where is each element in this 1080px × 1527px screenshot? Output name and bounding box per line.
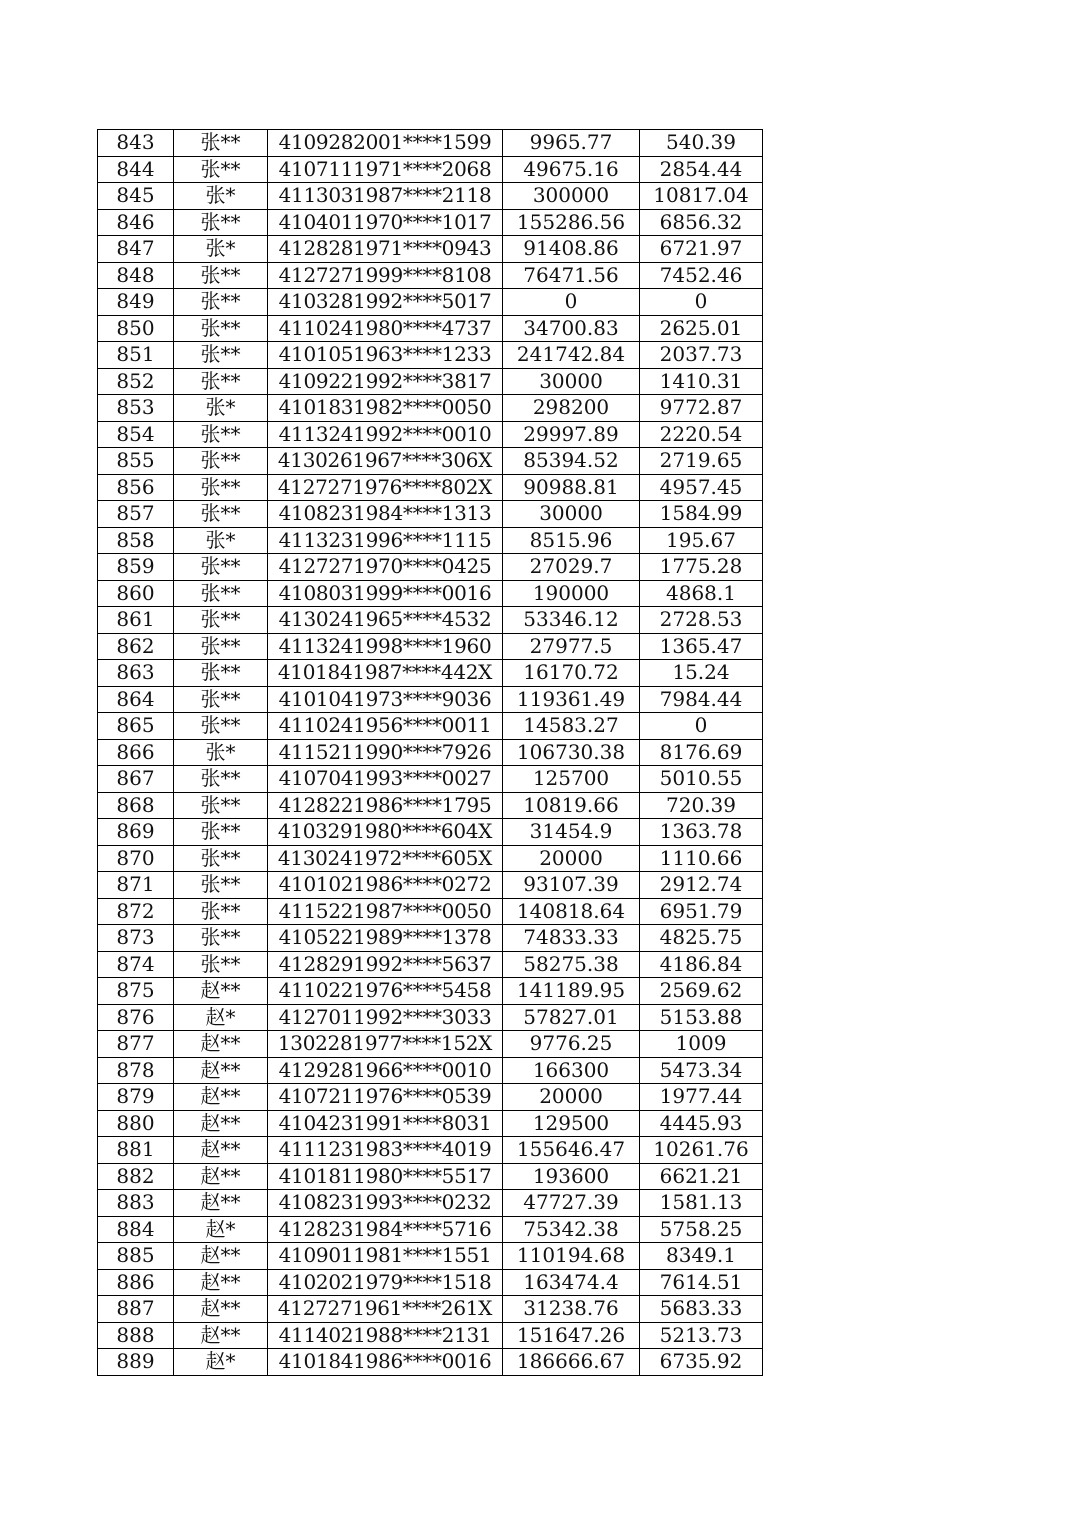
id-number-cell: 4104231991****8031 <box>268 1110 503 1137</box>
row-number-cell: 879 <box>98 1084 174 1111</box>
table-row <box>98 368 763 395</box>
table-row <box>98 819 763 846</box>
value-cell: 8349.1 <box>640 1243 763 1270</box>
table-row <box>98 951 763 978</box>
table-row <box>98 1137 763 1164</box>
name-cell: 张** <box>174 156 268 183</box>
table-row <box>98 580 763 607</box>
id-number-cell: 4107111971****2068 <box>268 156 503 183</box>
table-row <box>98 978 763 1005</box>
value-cell: 15.24 <box>640 660 763 687</box>
row-number-cell: 860 <box>98 580 174 607</box>
id-number-cell: 4101021986****0272 <box>268 872 503 899</box>
table-row <box>98 1031 763 1058</box>
table-row <box>98 1190 763 1217</box>
value-cell: 1365.47 <box>640 633 763 660</box>
amount-cell: 300000 <box>503 183 640 210</box>
value-cell: 4186.84 <box>640 951 763 978</box>
value-cell: 10261.76 <box>640 1137 763 1164</box>
value-cell: 1110.66 <box>640 845 763 872</box>
table-row <box>98 236 763 263</box>
id-number-cell: 4127271999****8108 <box>268 262 503 289</box>
id-number-cell: 4127271961****261X <box>268 1296 503 1323</box>
amount-cell: 90988.81 <box>503 474 640 501</box>
table-row <box>98 1216 763 1243</box>
amount-cell: 31238.76 <box>503 1296 640 1323</box>
row-number-cell: 876 <box>98 1004 174 1031</box>
id-number-cell: 4128231984****5716 <box>268 1216 503 1243</box>
value-cell: 7614.51 <box>640 1269 763 1296</box>
row-number-cell: 859 <box>98 554 174 581</box>
name-cell: 赵** <box>174 1322 268 1349</box>
table-row <box>98 395 763 422</box>
id-number-cell: 4128221986****1795 <box>268 792 503 819</box>
id-number-cell: 4101051963****1233 <box>268 342 503 369</box>
value-cell: 1009 <box>640 1031 763 1058</box>
table-row <box>98 766 763 793</box>
value-cell: 5473.34 <box>640 1057 763 1084</box>
id-number-cell: 4128291992****5637 <box>268 951 503 978</box>
id-number-cell: 4103291980****604X <box>268 819 503 846</box>
value-cell: 10817.04 <box>640 183 763 210</box>
row-number-cell: 843 <box>98 130 174 157</box>
name-cell: 张* <box>174 236 268 263</box>
table-row <box>98 1322 763 1349</box>
name-cell: 赵* <box>174 1349 268 1376</box>
amount-cell: 49675.16 <box>503 156 640 183</box>
amount-cell: 93107.39 <box>503 872 640 899</box>
value-cell: 7452.46 <box>640 262 763 289</box>
name-cell: 张** <box>174 872 268 899</box>
table-row <box>98 130 763 157</box>
amount-cell: 47727.39 <box>503 1190 640 1217</box>
id-number-cell: 4103281992****5017 <box>268 289 503 316</box>
value-cell: 2569.62 <box>640 978 763 1005</box>
table-row <box>98 554 763 581</box>
row-number-cell: 845 <box>98 183 174 210</box>
row-number-cell: 887 <box>98 1296 174 1323</box>
value-cell: 6721.97 <box>640 236 763 263</box>
value-cell: 5683.33 <box>640 1296 763 1323</box>
id-number-cell: 4111231983****4019 <box>268 1137 503 1164</box>
value-cell: 720.39 <box>640 792 763 819</box>
id-number-cell: 4109221992****3817 <box>268 368 503 395</box>
row-number-cell: 888 <box>98 1322 174 1349</box>
name-cell: 张** <box>174 951 268 978</box>
name-cell: 张** <box>174 686 268 713</box>
amount-cell: 27977.5 <box>503 633 640 660</box>
table-row <box>98 792 763 819</box>
name-cell: 张** <box>174 607 268 634</box>
row-number-cell: 861 <box>98 607 174 634</box>
row-number-cell: 844 <box>98 156 174 183</box>
id-number-cell: 4127271976****802X <box>268 474 503 501</box>
name-cell: 赵** <box>174 1057 268 1084</box>
table-row <box>98 1269 763 1296</box>
name-cell: 张** <box>174 342 268 369</box>
value-cell: 4445.93 <box>640 1110 763 1137</box>
id-number-cell: 4102021979****1518 <box>268 1269 503 1296</box>
name-cell: 张* <box>174 395 268 422</box>
row-number-cell: 854 <box>98 421 174 448</box>
table-row <box>98 713 763 740</box>
amount-cell: 57827.01 <box>503 1004 640 1031</box>
id-number-cell: 4108031999****0016 <box>268 580 503 607</box>
table-row <box>98 1296 763 1323</box>
id-number-cell: 4130241972****605X <box>268 845 503 872</box>
amount-cell: 241742.84 <box>503 342 640 369</box>
row-number-cell: 847 <box>98 236 174 263</box>
amount-cell: 16170.72 <box>503 660 640 687</box>
id-number-cell: 4107041993****0027 <box>268 766 503 793</box>
id-number-cell: 4113241998****1960 <box>268 633 503 660</box>
amount-cell: 155286.56 <box>503 209 640 236</box>
value-cell: 8176.69 <box>640 739 763 766</box>
amount-cell: 193600 <box>503 1163 640 1190</box>
name-cell: 张* <box>174 527 268 554</box>
id-number-cell: 4110241980****4737 <box>268 315 503 342</box>
table-row <box>98 474 763 501</box>
table-row <box>98 183 763 210</box>
name-cell: 张** <box>174 554 268 581</box>
name-cell: 张** <box>174 766 268 793</box>
amount-cell: 119361.49 <box>503 686 640 713</box>
row-number-cell: 880 <box>98 1110 174 1137</box>
name-cell: 赵** <box>174 1243 268 1270</box>
id-number-cell: 4110241956****0011 <box>268 713 503 740</box>
row-number-cell: 871 <box>98 872 174 899</box>
value-cell: 5758.25 <box>640 1216 763 1243</box>
row-number-cell: 883 <box>98 1190 174 1217</box>
amount-cell: 53346.12 <box>503 607 640 634</box>
row-number-cell: 857 <box>98 501 174 528</box>
row-number-cell: 884 <box>98 1216 174 1243</box>
row-number-cell: 875 <box>98 978 174 1005</box>
value-cell: 9772.87 <box>640 395 763 422</box>
amount-cell: 31454.9 <box>503 819 640 846</box>
table-row <box>98 209 763 236</box>
row-number-cell: 849 <box>98 289 174 316</box>
name-cell: 张** <box>174 633 268 660</box>
table-row <box>98 1349 763 1376</box>
name-cell: 赵** <box>174 1137 268 1164</box>
row-number-cell: 863 <box>98 660 174 687</box>
id-number-cell: 4130261967****306X <box>268 448 503 475</box>
amount-cell: 151647.26 <box>503 1322 640 1349</box>
amount-cell: 140818.64 <box>503 898 640 925</box>
table-row <box>98 527 763 554</box>
value-cell: 4825.75 <box>640 925 763 952</box>
name-cell: 张** <box>174 792 268 819</box>
amount-cell: 298200 <box>503 395 640 422</box>
amount-cell: 58275.38 <box>503 951 640 978</box>
id-number-cell: 4129281966****0010 <box>268 1057 503 1084</box>
table-row <box>98 315 763 342</box>
amount-cell: 20000 <box>503 1084 640 1111</box>
name-cell: 张** <box>174 209 268 236</box>
value-cell: 540.39 <box>640 130 763 157</box>
name-cell: 张* <box>174 739 268 766</box>
name-cell: 张** <box>174 315 268 342</box>
table-row <box>98 1004 763 1031</box>
table-row <box>98 156 763 183</box>
id-number-cell: 4130241965****4532 <box>268 607 503 634</box>
row-number-cell: 850 <box>98 315 174 342</box>
value-cell: 2625.01 <box>640 315 763 342</box>
name-cell: 张** <box>174 819 268 846</box>
value-cell: 1410.31 <box>640 368 763 395</box>
name-cell: 张** <box>174 845 268 872</box>
table-row <box>98 262 763 289</box>
id-number-cell: 4113231996****1115 <box>268 527 503 554</box>
row-number-cell: 870 <box>98 845 174 872</box>
amount-cell: 8515.96 <box>503 527 640 554</box>
id-number-cell: 4107211976****0539 <box>268 1084 503 1111</box>
name-cell: 赵* <box>174 1004 268 1031</box>
name-cell: 张* <box>174 183 268 210</box>
value-cell: 6621.21 <box>640 1163 763 1190</box>
table-row <box>98 421 763 448</box>
row-number-cell: 872 <box>98 898 174 925</box>
table-row <box>98 925 763 952</box>
row-number-cell: 856 <box>98 474 174 501</box>
amount-cell: 110194.68 <box>503 1243 640 1270</box>
id-number-cell: 4101841987****442X <box>268 660 503 687</box>
table-row <box>98 1243 763 1270</box>
name-cell: 赵** <box>174 1296 268 1323</box>
row-number-cell: 848 <box>98 262 174 289</box>
name-cell: 赵* <box>174 1216 268 1243</box>
row-number-cell: 864 <box>98 686 174 713</box>
id-number-cell: 4101041973****9036 <box>268 686 503 713</box>
table-row <box>98 845 763 872</box>
name-cell: 张** <box>174 262 268 289</box>
value-cell: 1584.99 <box>640 501 763 528</box>
row-number-cell: 874 <box>98 951 174 978</box>
table-row <box>98 1084 763 1111</box>
amount-cell: 29997.89 <box>503 421 640 448</box>
value-cell: 1363.78 <box>640 819 763 846</box>
id-number-cell: 4109011981****1551 <box>268 1243 503 1270</box>
row-number-cell: 877 <box>98 1031 174 1058</box>
table-row <box>98 1163 763 1190</box>
id-number-cell: 4105221989****1378 <box>268 925 503 952</box>
amount-cell: 91408.86 <box>503 236 640 263</box>
id-number-cell: 4113031987****2118 <box>268 183 503 210</box>
row-number-cell: 867 <box>98 766 174 793</box>
id-number-cell: 4108231984****1313 <box>268 501 503 528</box>
amount-cell: 30000 <box>503 501 640 528</box>
amount-cell: 10819.66 <box>503 792 640 819</box>
table-row <box>98 448 763 475</box>
row-number-cell: 881 <box>98 1137 174 1164</box>
table-row <box>98 501 763 528</box>
value-cell: 0 <box>640 289 763 316</box>
value-cell: 6735.92 <box>640 1349 763 1376</box>
table-row <box>98 342 763 369</box>
amount-cell: 34700.83 <box>503 315 640 342</box>
value-cell: 2912.74 <box>640 872 763 899</box>
row-number-cell: 878 <box>98 1057 174 1084</box>
name-cell: 赵** <box>174 1110 268 1137</box>
table-row <box>98 660 763 687</box>
data-table <box>97 129 763 1376</box>
name-cell: 张** <box>174 289 268 316</box>
name-cell: 张** <box>174 898 268 925</box>
value-cell: 5153.88 <box>640 1004 763 1031</box>
amount-cell: 163474.4 <box>503 1269 640 1296</box>
name-cell: 赵** <box>174 978 268 1005</box>
amount-cell: 9776.25 <box>503 1031 640 1058</box>
amount-cell: 85394.52 <box>503 448 640 475</box>
row-number-cell: 852 <box>98 368 174 395</box>
row-number-cell: 846 <box>98 209 174 236</box>
amount-cell: 141189.95 <box>503 978 640 1005</box>
name-cell: 张** <box>174 580 268 607</box>
amount-cell: 190000 <box>503 580 640 607</box>
value-cell: 1775.28 <box>640 554 763 581</box>
value-cell: 4868.1 <box>640 580 763 607</box>
name-cell: 赵** <box>174 1084 268 1111</box>
amount-cell: 74833.33 <box>503 925 640 952</box>
value-cell: 5213.73 <box>640 1322 763 1349</box>
name-cell: 张** <box>174 474 268 501</box>
name-cell: 张** <box>174 448 268 475</box>
amount-cell: 76471.56 <box>503 262 640 289</box>
table-row <box>98 289 763 316</box>
table-row <box>98 1057 763 1084</box>
name-cell: 赵** <box>174 1031 268 1058</box>
row-number-cell: 853 <box>98 395 174 422</box>
id-number-cell: 4113241992****0010 <box>268 421 503 448</box>
amount-cell: 75342.38 <box>503 1216 640 1243</box>
value-cell: 2037.73 <box>640 342 763 369</box>
row-number-cell: 862 <box>98 633 174 660</box>
table-row <box>98 739 763 766</box>
row-number-cell: 886 <box>98 1269 174 1296</box>
value-cell: 1977.44 <box>640 1084 763 1111</box>
id-number-cell: 4101831982****0050 <box>268 395 503 422</box>
name-cell: 张** <box>174 130 268 157</box>
name-cell: 赵** <box>174 1190 268 1217</box>
value-cell: 195.67 <box>640 527 763 554</box>
id-number-cell: 4108231993****0232 <box>268 1190 503 1217</box>
amount-cell: 20000 <box>503 845 640 872</box>
name-cell: 赵** <box>174 1269 268 1296</box>
id-number-cell: 4115211990****7926 <box>268 739 503 766</box>
value-cell: 2728.53 <box>640 607 763 634</box>
row-number-cell: 865 <box>98 713 174 740</box>
amount-cell: 166300 <box>503 1057 640 1084</box>
row-number-cell: 882 <box>98 1163 174 1190</box>
name-cell: 张** <box>174 368 268 395</box>
row-number-cell: 866 <box>98 739 174 766</box>
row-number-cell: 851 <box>98 342 174 369</box>
id-number-cell: 4104011970****1017 <box>268 209 503 236</box>
name-cell: 张** <box>174 660 268 687</box>
value-cell: 6856.32 <box>640 209 763 236</box>
amount-cell: 129500 <box>503 1110 640 1137</box>
table-row <box>98 686 763 713</box>
id-number-cell: 4109282001****1599 <box>268 130 503 157</box>
name-cell: 张** <box>174 421 268 448</box>
row-number-cell: 873 <box>98 925 174 952</box>
table-row <box>98 633 763 660</box>
value-cell: 4957.45 <box>640 474 763 501</box>
amount-cell: 125700 <box>503 766 640 793</box>
value-cell: 2719.65 <box>640 448 763 475</box>
amount-cell: 0 <box>503 289 640 316</box>
amount-cell: 14583.27 <box>503 713 640 740</box>
id-number-cell: 4127011992****3033 <box>268 1004 503 1031</box>
amount-cell: 186666.67 <box>503 1349 640 1376</box>
row-number-cell: 889 <box>98 1349 174 1376</box>
amount-cell: 30000 <box>503 368 640 395</box>
value-cell: 5010.55 <box>640 766 763 793</box>
row-number-cell: 869 <box>98 819 174 846</box>
amount-cell: 155646.47 <box>503 1137 640 1164</box>
amount-cell: 106730.38 <box>503 739 640 766</box>
row-number-cell: 858 <box>98 527 174 554</box>
row-number-cell: 885 <box>98 1243 174 1270</box>
row-number-cell: 868 <box>98 792 174 819</box>
row-number-cell: 855 <box>98 448 174 475</box>
name-cell: 张** <box>174 501 268 528</box>
value-cell: 2220.54 <box>640 421 763 448</box>
id-number-cell: 4101841986****0016 <box>268 1349 503 1376</box>
table-row <box>98 1110 763 1137</box>
table-row <box>98 607 763 634</box>
table-row <box>98 898 763 925</box>
id-number-cell: 4128281971****0943 <box>268 236 503 263</box>
id-number-cell: 4114021988****2131 <box>268 1322 503 1349</box>
table-body <box>98 130 763 1376</box>
value-cell: 2854.44 <box>640 156 763 183</box>
name-cell: 张** <box>174 925 268 952</box>
id-number-cell: 4110221976****5458 <box>268 978 503 1005</box>
value-cell: 1581.13 <box>640 1190 763 1217</box>
value-cell: 0 <box>640 713 763 740</box>
table-row <box>98 872 763 899</box>
name-cell: 赵** <box>174 1163 268 1190</box>
name-cell: 张** <box>174 713 268 740</box>
value-cell: 6951.79 <box>640 898 763 925</box>
value-cell: 7984.44 <box>640 686 763 713</box>
id-number-cell: 4101811980****5517 <box>268 1163 503 1190</box>
id-number-cell: 4115221987****0050 <box>268 898 503 925</box>
amount-cell: 27029.7 <box>503 554 640 581</box>
id-number-cell: 1302281977****152X <box>268 1031 503 1058</box>
amount-cell: 9965.77 <box>503 130 640 157</box>
id-number-cell: 4127271970****0425 <box>268 554 503 581</box>
